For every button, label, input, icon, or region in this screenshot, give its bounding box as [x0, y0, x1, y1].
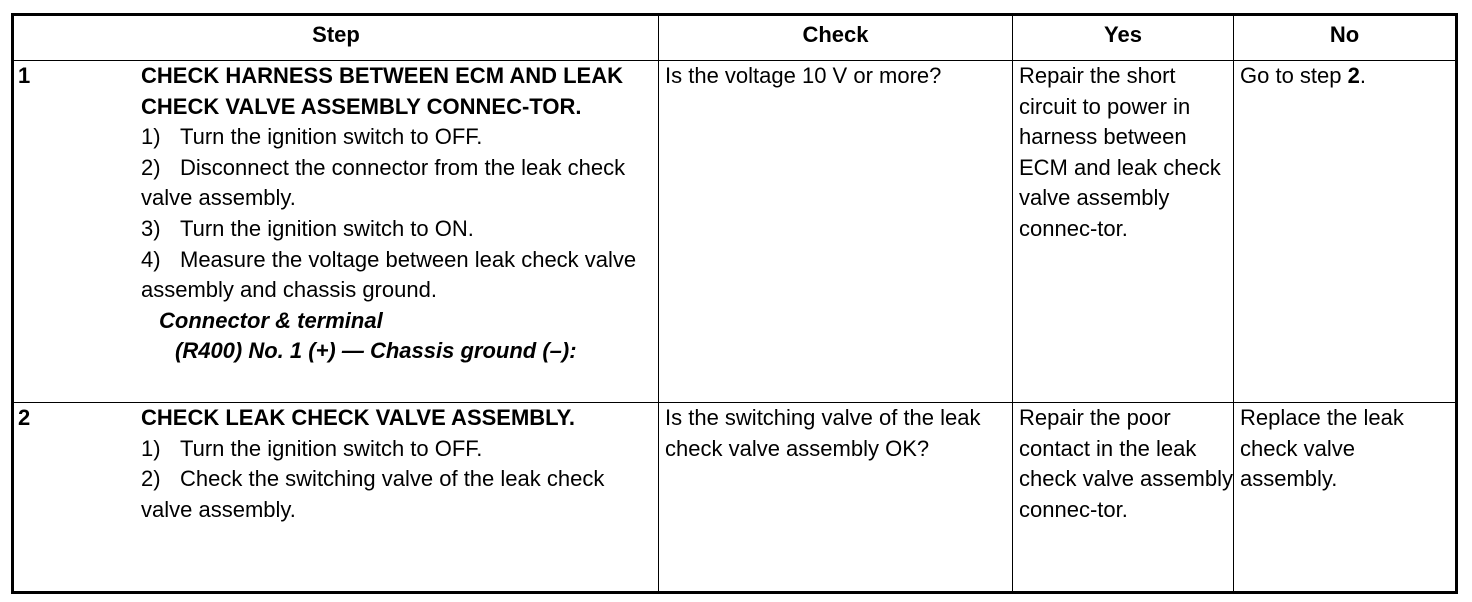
no-text: Replace the leak check valve assembly.	[1240, 405, 1404, 492]
step-number: 1	[18, 63, 31, 88]
substep	[141, 153, 654, 214]
check-cell	[659, 61, 1013, 403]
check-text: Is the switching valve of the leak check valve assembly OK?	[665, 405, 981, 461]
step-content	[20, 403, 658, 525]
no-step-ref: 2	[1347, 63, 1360, 88]
connector-detail: (R400) No. 1 (+) — Chassis ground (–):	[175, 338, 577, 364]
header-row	[13, 15, 1457, 61]
substep-text: Turn the ignition switch to OFF.	[180, 435, 483, 461]
header-step: Step	[13, 15, 659, 61]
substep-number: 3)	[141, 215, 161, 241]
yes-text: Repair the poor contact in the leak check valve assembly connec-tor.	[1019, 405, 1233, 522]
yes-cell	[1013, 403, 1234, 593]
yes-text: Repair the short circuit to power in harness between ECM and leak check valve assembly connec-tor.	[1019, 63, 1221, 241]
step-number: 2	[18, 405, 31, 430]
diagnostic-table	[11, 13, 1458, 594]
substep-text: Turn the ignition switch to OFF.	[180, 124, 483, 150]
step-cell	[13, 403, 659, 593]
substep-number: 2)	[141, 154, 161, 180]
step-title: CHECK HARNESS BETWEEN ECM AND LEAK CHECK VALVE ASSEMBLY CONNEC-TOR.	[141, 63, 623, 119]
substep-number: 2)	[141, 466, 161, 492]
no-suffix: .	[1359, 63, 1366, 88]
substep-text: Turn the ignition switch to ON.	[180, 215, 474, 241]
substep	[141, 122, 654, 153]
step-title: CHECK LEAK CHECK VALVE ASSEMBLY.	[141, 405, 575, 430]
step-content	[20, 61, 658, 367]
substep	[141, 434, 654, 465]
substep-number: 4)	[141, 246, 161, 272]
substep-text: Disconnect the connector from the leak check valve assembly.	[141, 154, 626, 211]
header-check: Check	[659, 15, 1013, 61]
substep-text: Measure the voltage between leak check valve assembly and chassis ground.	[141, 246, 637, 303]
substep	[141, 214, 654, 245]
check-cell	[659, 403, 1013, 593]
table-row	[13, 61, 1457, 403]
check-text: Is the voltage 10 V or more?	[665, 63, 942, 88]
connector-label: Connector & terminal	[159, 307, 383, 333]
step-cell	[13, 61, 659, 403]
table-row	[13, 403, 1457, 593]
substep-number: 1)	[141, 435, 161, 461]
no-cell	[1234, 403, 1457, 593]
header-yes: Yes	[1013, 15, 1234, 61]
substep-text: Check the switching valve of the leak check valve assembly.	[141, 466, 605, 522]
substep-number: 1)	[141, 124, 161, 150]
no-cell	[1234, 61, 1457, 403]
no-prefix: Go to step	[1240, 63, 1348, 88]
yes-cell	[1013, 61, 1234, 403]
header-no: No	[1234, 15, 1457, 61]
substep	[141, 464, 654, 525]
substep	[141, 245, 654, 306]
